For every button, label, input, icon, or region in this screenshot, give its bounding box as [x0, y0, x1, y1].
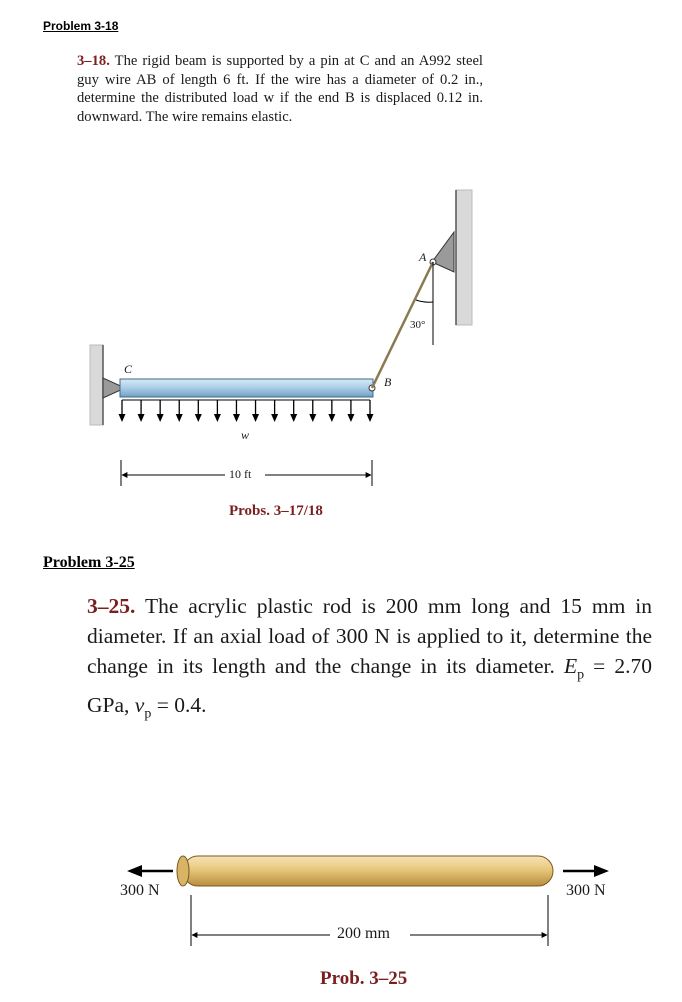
angle-label: 30°: [410, 319, 426, 331]
load-arrow-head: [195, 414, 202, 422]
rigid-beam: [120, 379, 373, 397]
load-arrow-head: [271, 414, 278, 422]
load-arrow-head: [367, 414, 374, 422]
load-arrow-head: [233, 414, 240, 422]
label-c: C: [124, 362, 133, 376]
beam-figure: [90, 190, 472, 486]
label-a: A: [419, 250, 427, 264]
length-label: 200 mm: [337, 925, 390, 942]
problem-text: The rigid beam is supported by a pin at C and an A992 steel guy wire AB of length 6 ft. If the wire has a diameter of 0.2 in., determine the distributed load w if the end B is displaced 0.12 in. downward. The wire remains elastic.: [77, 53, 483, 125]
angle-arc: [416, 300, 433, 302]
load-arrow-head: [252, 414, 259, 422]
load-arrow-head: [157, 414, 164, 422]
subscript-p: p: [144, 706, 152, 722]
problem-3-18-heading: Problem 3-18: [43, 19, 119, 33]
problem-number: 3–18.: [77, 53, 110, 69]
load-label-right: 300 N: [566, 882, 606, 899]
load-arrow-head: [309, 414, 316, 422]
poisson-symbol: ν: [134, 693, 145, 718]
bracket-a: [432, 232, 454, 272]
problem-3-25-heading: Problem 3-25: [43, 554, 135, 571]
problem-text: The acrylic plastic rod is 200 mm long and 15 mm in diameter. If an axial load of 300 N is applied to it, determine the change in its length and the change in its diameter.: [87, 594, 652, 678]
span-label: 10 ft: [229, 467, 252, 481]
modulus-symbol: E: [563, 654, 578, 678]
poisson-value: = 0.4.: [151, 693, 207, 718]
label-b: B: [384, 375, 392, 389]
load-arrow-head: [214, 414, 221, 422]
left-wall: [90, 345, 103, 425]
label-w: w: [241, 428, 250, 442]
figure-caption-3-17-18: Probs. 3–17/18: [229, 503, 323, 519]
load-arrow-head: [138, 414, 145, 422]
load-arrow-head: [176, 414, 183, 422]
load-arrow-head: [328, 414, 335, 422]
right-wall: [456, 190, 472, 325]
figure-caption-3-25: Prob. 3–25: [320, 968, 408, 989]
load-arrow-head: [119, 414, 126, 422]
distributed-load-arrows: [119, 400, 374, 422]
load-label-left: 300 N: [120, 882, 160, 899]
problem-number: 3–25.: [87, 594, 136, 618]
modulus-value: = 2.70 GPa,: [87, 654, 652, 718]
load-arrow-head: [290, 414, 297, 422]
problem-3-25-statement: [87, 591, 652, 730]
acrylic-rod: [183, 856, 553, 886]
subscript-p: p: [577, 667, 585, 683]
load-arrow-head: [347, 414, 354, 422]
